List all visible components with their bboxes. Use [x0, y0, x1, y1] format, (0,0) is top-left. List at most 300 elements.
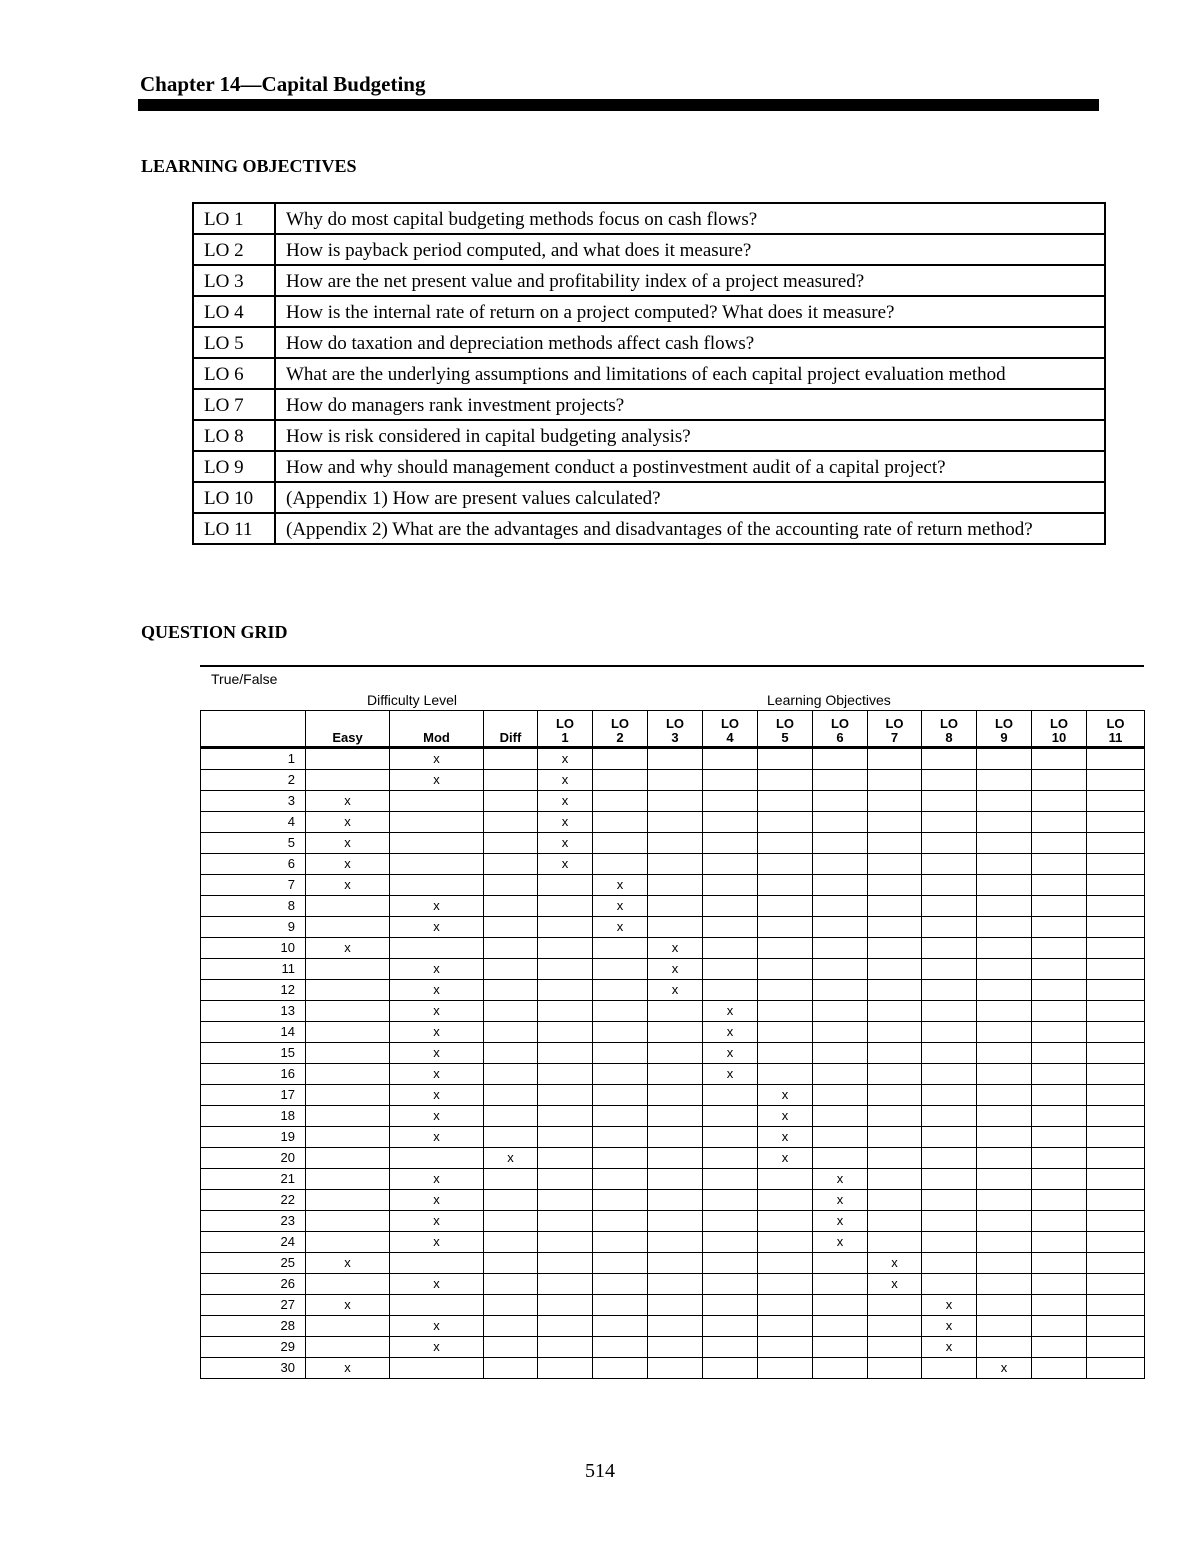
lo-cell-5: [758, 896, 813, 917]
lo-cell-6: x: [813, 1211, 868, 1232]
lo-cell-4: [703, 1253, 758, 1274]
difficulty-header-diff: Diff: [484, 711, 538, 748]
lo-cell-6: [813, 1001, 868, 1022]
objective-row: [193, 513, 1105, 544]
difficulty-cell-mod: [390, 854, 484, 875]
lo-header-number: 7: [890, 730, 899, 745]
lo-cell-3: [648, 1358, 703, 1379]
question-row: [201, 917, 1145, 938]
lo-cell-9: [977, 1253, 1032, 1274]
difficulty-cell-diff: [484, 1190, 538, 1211]
objective-text: How do managers rank investment projects?: [275, 389, 1105, 420]
lo-header-3: [648, 711, 703, 748]
lo-cell-9: [977, 1316, 1032, 1337]
lo-cell-1: [538, 875, 593, 896]
lo-cell-8: [922, 1106, 977, 1127]
lo-cell-3: [648, 1253, 703, 1274]
question-number: 11: [201, 959, 306, 980]
lo-cell-6: [813, 1064, 868, 1085]
lo-cell-11: [1087, 1064, 1145, 1085]
lo-cell-5: [758, 833, 813, 854]
lo-cell-5: [758, 1295, 813, 1316]
lo-cell-2: x: [593, 917, 648, 938]
question-row: [201, 1064, 1145, 1085]
lo-cell-6: [813, 1274, 868, 1295]
lo-cell-6: [813, 791, 868, 812]
lo-cell-9: [977, 1211, 1032, 1232]
difficulty-cell-easy: [306, 980, 390, 1001]
lo-cell-7: [868, 1022, 922, 1043]
lo-cell-3: [648, 1232, 703, 1253]
learning-objectives-heading: LEARNING OBJECTIVES: [141, 156, 357, 176]
lo-cell-5: [758, 1253, 813, 1274]
lo-cell-8: [922, 1358, 977, 1379]
lo-cell-1: [538, 1064, 593, 1085]
lo-cell-1: [538, 1274, 593, 1295]
lo-header-number: 4: [726, 730, 734, 745]
lo-cell-7: [868, 1211, 922, 1232]
objective-code: LO 11: [193, 513, 275, 544]
lo-header-number: 1: [561, 730, 569, 745]
lo-cell-5: [758, 917, 813, 938]
lo-cell-1: [538, 1148, 593, 1169]
lo-cell-3: [648, 1337, 703, 1358]
objective-code: LO 10: [193, 482, 275, 513]
difficulty-cell-easy: [306, 959, 390, 980]
lo-cell-2: [593, 1337, 648, 1358]
lo-cell-10: [1032, 1274, 1087, 1295]
lo-cell-3: [648, 1316, 703, 1337]
question-row: [201, 770, 1145, 791]
lo-cell-3: [648, 1022, 703, 1043]
difficulty-cell-easy: x: [306, 812, 390, 833]
lo-header-number: 3: [671, 730, 679, 745]
lo-cell-4: [703, 1127, 758, 1148]
lo-cell-3: [648, 833, 703, 854]
difficulty-cell-diff: [484, 875, 538, 896]
objective-code: LO 4: [193, 296, 275, 327]
difficulty-cell-easy: [306, 1022, 390, 1043]
lo-cell-6: [813, 1085, 868, 1106]
question-row: [201, 896, 1145, 917]
difficulty-cell-diff: [484, 1043, 538, 1064]
lo-cell-2: [593, 959, 648, 980]
difficulty-cell-diff: [484, 1064, 538, 1085]
lo-header-number: 6: [836, 730, 844, 745]
lo-cell-5: [758, 959, 813, 980]
lo-cell-6: x: [813, 1232, 868, 1253]
lo-cell-10: [1032, 1211, 1087, 1232]
difficulty-cell-diff: [484, 1085, 538, 1106]
lo-cell-7: [868, 1316, 922, 1337]
lo-cell-3: [648, 748, 703, 770]
objective-row: [193, 451, 1105, 482]
lo-cell-10: [1032, 812, 1087, 833]
lo-cell-11: [1087, 812, 1145, 833]
lo-header-8: [922, 711, 977, 748]
question-row: [201, 854, 1145, 875]
lo-cell-8: [922, 1001, 977, 1022]
lo-cell-4: [703, 1211, 758, 1232]
lo-cell-3: [648, 1274, 703, 1295]
lo-cell-6: x: [813, 1169, 868, 1190]
lo-cell-3: [648, 1001, 703, 1022]
lo-cell-8: [922, 1043, 977, 1064]
objective-code: LO 3: [193, 265, 275, 296]
lo-cell-7: [868, 854, 922, 875]
question-number: 23: [201, 1211, 306, 1232]
lo-cell-9: [977, 1190, 1032, 1211]
lo-cell-1: [538, 1190, 593, 1211]
lo-cell-5: [758, 1232, 813, 1253]
lo-cell-8: [922, 854, 977, 875]
difficulty-cell-mod: x: [390, 748, 484, 770]
lo-cell-11: [1087, 1022, 1145, 1043]
lo-cell-9: [977, 1064, 1032, 1085]
lo-cell-5: [758, 1043, 813, 1064]
lo-cell-11: [1087, 1295, 1145, 1316]
lo-cell-6: [813, 875, 868, 896]
question-row: [201, 1169, 1145, 1190]
lo-cell-6: [813, 1316, 868, 1337]
difficulty-cell-mod: x: [390, 1316, 484, 1337]
question-number: 30: [201, 1358, 306, 1379]
question-row: [201, 1085, 1145, 1106]
difficulty-cell-easy: [306, 1064, 390, 1085]
lo-cell-2: [593, 1211, 648, 1232]
lo-cell-11: [1087, 1001, 1145, 1022]
lo-cell-5: [758, 938, 813, 959]
difficulty-cell-diff: [484, 833, 538, 854]
objective-code: LO 2: [193, 234, 275, 265]
lo-cell-10: [1032, 875, 1087, 896]
lo-cell-7: [868, 1148, 922, 1169]
learning-objectives-table: [192, 202, 1106, 545]
lo-cell-11: [1087, 1106, 1145, 1127]
lo-cell-2: [593, 1148, 648, 1169]
lo-header-prefix: LO: [665, 716, 685, 731]
question-number: 12: [201, 980, 306, 1001]
lo-cell-5: [758, 770, 813, 791]
difficulty-cell-easy: x: [306, 854, 390, 875]
lo-cell-6: [813, 812, 868, 833]
objective-code: LO 5: [193, 327, 275, 358]
lo-header-number: 5: [781, 730, 789, 745]
lo-cell-5: [758, 812, 813, 833]
lo-cell-7: [868, 959, 922, 980]
question-number: 18: [201, 1106, 306, 1127]
lo-cell-1: [538, 1232, 593, 1253]
lo-cell-4: [703, 854, 758, 875]
lo-cell-11: [1087, 959, 1145, 980]
lo-cell-4: [703, 1169, 758, 1190]
lo-cell-9: [977, 875, 1032, 896]
lo-cell-1: [538, 1169, 593, 1190]
lo-cell-2: [593, 1085, 648, 1106]
lo-cell-10: [1032, 959, 1087, 980]
lo-cell-8: [922, 812, 977, 833]
lo-cell-7: [868, 791, 922, 812]
lo-cell-3: [648, 1127, 703, 1148]
question-number: 19: [201, 1127, 306, 1148]
difficulty-cell-easy: [306, 1127, 390, 1148]
difficulty-cell-easy: [306, 770, 390, 791]
question-row: [201, 791, 1145, 812]
lo-header-prefix: LO: [885, 716, 904, 731]
lo-cell-8: x: [922, 1295, 977, 1316]
lo-header-4: [703, 711, 758, 748]
lo-cell-8: [922, 1274, 977, 1295]
lo-cell-11: [1087, 854, 1145, 875]
difficulty-cell-mod: x: [390, 1232, 484, 1253]
lo-cell-5: [758, 1001, 813, 1022]
lo-cell-11: [1087, 980, 1145, 1001]
lo-cell-7: [868, 812, 922, 833]
lo-cell-2: [593, 1169, 648, 1190]
lo-cell-1: [538, 1253, 593, 1274]
lo-cell-10: [1032, 1253, 1087, 1274]
lo-cell-9: [977, 1085, 1032, 1106]
lo-cell-5: [758, 980, 813, 1001]
lo-cell-3: [648, 1085, 703, 1106]
lo-cell-4: [703, 1274, 758, 1295]
lo-cell-1: [538, 938, 593, 959]
objective-row: [193, 358, 1105, 389]
lo-cell-7: [868, 1295, 922, 1316]
lo-cell-4: [703, 791, 758, 812]
lo-cell-3: [648, 917, 703, 938]
difficulty-cell-mod: x: [390, 1274, 484, 1295]
lo-cell-3: [648, 854, 703, 875]
lo-cell-6: [813, 896, 868, 917]
difficulty-cell-diff: [484, 854, 538, 875]
difficulty-cell-easy: [306, 748, 390, 770]
difficulty-cell-mod: [390, 1148, 484, 1169]
difficulty-cell-easy: [306, 917, 390, 938]
difficulty-cell-easy: x: [306, 1253, 390, 1274]
difficulty-cell-mod: [390, 791, 484, 812]
lo-cell-7: [868, 1358, 922, 1379]
lo-cell-7: x: [868, 1253, 922, 1274]
difficulty-cell-mod: x: [390, 1085, 484, 1106]
lo-cell-6: [813, 1106, 868, 1127]
lo-header-9: [977, 711, 1032, 748]
lo-cell-7: [868, 938, 922, 959]
lo-cell-10: [1032, 833, 1087, 854]
title-rule: [138, 99, 1099, 111]
question-number-header: [201, 711, 306, 748]
lo-cell-11: [1087, 1358, 1145, 1379]
lo-cell-9: [977, 917, 1032, 938]
lo-cell-7: [868, 1106, 922, 1127]
lo-cell-10: [1032, 1127, 1087, 1148]
lo-cell-1: x: [538, 833, 593, 854]
difficulty-cell-diff: [484, 1337, 538, 1358]
difficulty-cell-diff: [484, 1358, 538, 1379]
lo-cell-9: [977, 812, 1032, 833]
lo-cell-11: [1087, 1316, 1145, 1337]
lo-cell-4: [703, 1337, 758, 1358]
lo-cell-8: [922, 917, 977, 938]
lo-cell-10: [1032, 1106, 1087, 1127]
lo-cell-4: [703, 1085, 758, 1106]
question-row: [201, 1148, 1145, 1169]
difficulty-cell-diff: [484, 980, 538, 1001]
difficulty-cell-mod: x: [390, 1190, 484, 1211]
lo-cell-7: [868, 896, 922, 917]
lo-cell-9: [977, 1274, 1032, 1295]
difficulty-cell-mod: x: [390, 1169, 484, 1190]
difficulty-cell-diff: [484, 1211, 538, 1232]
lo-cell-6: [813, 938, 868, 959]
difficulty-cell-mod: x: [390, 917, 484, 938]
lo-cell-9: [977, 1022, 1032, 1043]
lo-cell-4: [703, 875, 758, 896]
difficulty-cell-diff: [484, 1001, 538, 1022]
question-number: 6: [201, 854, 306, 875]
difficulty-cell-easy: [306, 1337, 390, 1358]
lo-cell-2: [593, 1295, 648, 1316]
lo-cell-8: [922, 938, 977, 959]
lo-cell-9: [977, 833, 1032, 854]
question-number: 1: [201, 748, 306, 770]
lo-header-prefix: LO: [994, 716, 1014, 731]
objective-text: How are the net present value and profitability index of a project measured?: [275, 265, 1105, 296]
lo-header-prefix: LO: [720, 716, 740, 731]
difficulty-cell-easy: [306, 1169, 390, 1190]
lo-cell-4: [703, 959, 758, 980]
lo-cell-11: [1087, 1148, 1145, 1169]
lo-cell-10: [1032, 1169, 1087, 1190]
lo-cell-10: [1032, 1148, 1087, 1169]
objective-text: How is the internal rate of return on a project computed? What does it measure?: [275, 296, 1105, 327]
lo-cell-11: [1087, 833, 1145, 854]
lo-cell-1: x: [538, 791, 593, 812]
learning-objectives-label: Learning Objectives: [767, 692, 891, 708]
difficulty-cell-diff: [484, 917, 538, 938]
lo-cell-2: [593, 854, 648, 875]
lo-cell-9: [977, 896, 1032, 917]
difficulty-cell-diff: [484, 1106, 538, 1127]
lo-header-prefix: LO: [939, 716, 959, 731]
lo-cell-3: x: [648, 980, 703, 1001]
objective-row: [193, 482, 1105, 513]
lo-header-prefix: LO: [555, 716, 575, 731]
question-number: 13: [201, 1001, 306, 1022]
difficulty-cell-mod: [390, 1358, 484, 1379]
lo-cell-2: [593, 980, 648, 1001]
true-false-label: True/False: [211, 671, 278, 687]
lo-cell-4: [703, 812, 758, 833]
lo-cell-7: [868, 1232, 922, 1253]
lo-cell-9: [977, 980, 1032, 1001]
question-row: [201, 1337, 1145, 1358]
lo-cell-4: [703, 1316, 758, 1337]
lo-cell-10: [1032, 1295, 1087, 1316]
lo-cell-5: [758, 1358, 813, 1379]
question-number: 26: [201, 1274, 306, 1295]
lo-cell-6: [813, 1148, 868, 1169]
lo-cell-9: [977, 791, 1032, 812]
lo-cell-10: [1032, 1064, 1087, 1085]
lo-cell-1: [538, 959, 593, 980]
lo-cell-2: x: [593, 896, 648, 917]
difficulty-cell-mod: x: [390, 959, 484, 980]
objective-code: LO 7: [193, 389, 275, 420]
lo-cell-1: [538, 1337, 593, 1358]
lo-cell-5: [758, 1190, 813, 1211]
lo-cell-1: [538, 1316, 593, 1337]
lo-cell-2: [593, 833, 648, 854]
lo-cell-11: [1087, 917, 1145, 938]
lo-cell-4: [703, 1232, 758, 1253]
lo-cell-7: [868, 875, 922, 896]
lo-cell-11: [1087, 1253, 1145, 1274]
question-number: 10: [201, 938, 306, 959]
lo-cell-2: [593, 1001, 648, 1022]
question-row: [201, 1274, 1145, 1295]
question-number: 24: [201, 1232, 306, 1253]
question-number: 29: [201, 1337, 306, 1358]
lo-cell-10: [1032, 1190, 1087, 1211]
question-row: [201, 1358, 1145, 1379]
question-row: [201, 1127, 1145, 1148]
question-number: 17: [201, 1085, 306, 1106]
lo-cell-11: [1087, 1337, 1145, 1358]
lo-cell-11: [1087, 1274, 1145, 1295]
difficulty-cell-easy: [306, 1274, 390, 1295]
difficulty-cell-mod: x: [390, 1211, 484, 1232]
objective-row: [193, 296, 1105, 327]
question-number: 8: [201, 896, 306, 917]
lo-cell-6: x: [813, 1190, 868, 1211]
difficulty-cell-easy: [306, 1043, 390, 1064]
difficulty-cell-easy: [306, 1085, 390, 1106]
lo-cell-2: [593, 1064, 648, 1085]
lo-cell-11: [1087, 1127, 1145, 1148]
lo-header-11: [1087, 711, 1145, 748]
lo-cell-3: [648, 1148, 703, 1169]
lo-cell-7: [868, 1127, 922, 1148]
difficulty-cell-mod: x: [390, 770, 484, 791]
objective-row: [193, 234, 1105, 265]
lo-cell-4: [703, 980, 758, 1001]
lo-cell-2: [593, 1274, 648, 1295]
difficulty-cell-easy: x: [306, 875, 390, 896]
lo-header-number: 11: [1108, 730, 1123, 745]
lo-cell-5: [758, 1022, 813, 1043]
lo-cell-6: [813, 959, 868, 980]
lo-cell-5: x: [758, 1148, 813, 1169]
lo-cell-10: [1032, 1085, 1087, 1106]
lo-cell-7: [868, 980, 922, 1001]
difficulty-cell-diff: [484, 1232, 538, 1253]
lo-cell-9: [977, 938, 1032, 959]
lo-cell-2: [593, 812, 648, 833]
lo-cell-4: [703, 1295, 758, 1316]
question-number: 16: [201, 1064, 306, 1085]
question-number: 15: [201, 1043, 306, 1064]
question-number: 4: [201, 812, 306, 833]
objective-text: (Appendix 1) How are present values calculated?: [275, 482, 1105, 513]
difficulty-cell-easy: [306, 1232, 390, 1253]
lo-cell-9: [977, 770, 1032, 791]
lo-cell-11: [1087, 1043, 1145, 1064]
lo-cell-11: [1087, 938, 1145, 959]
difficulty-cell-easy: x: [306, 833, 390, 854]
lo-cell-6: [813, 854, 868, 875]
difficulty-cell-easy: [306, 1106, 390, 1127]
